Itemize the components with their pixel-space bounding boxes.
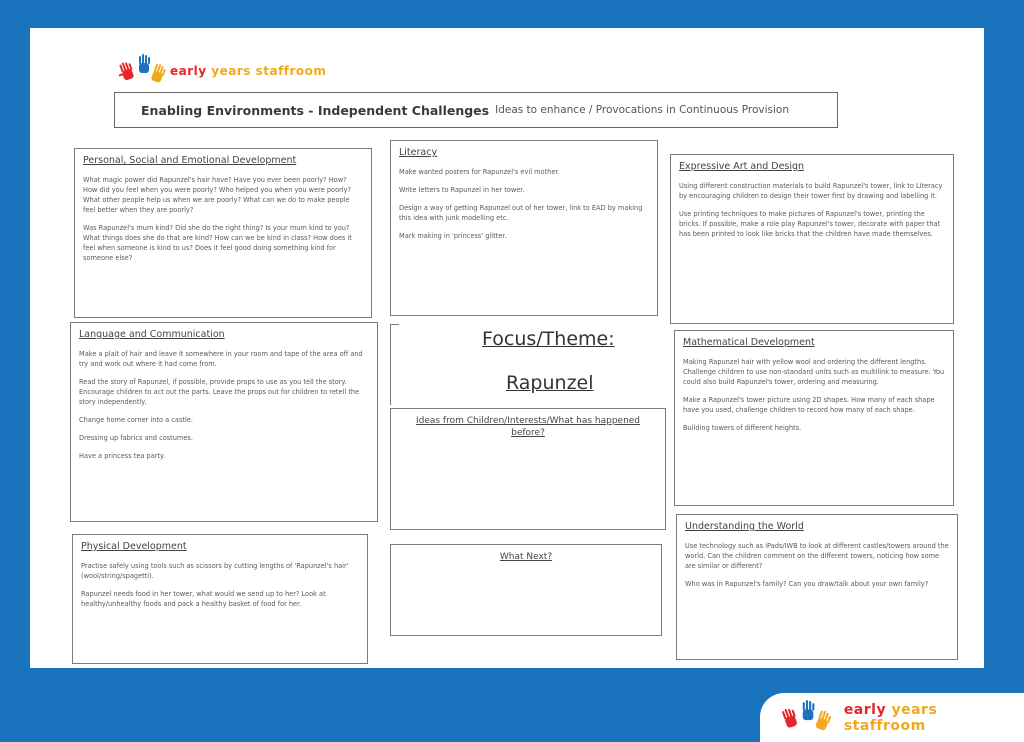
literacy-title: Literacy <box>399 147 438 158</box>
physical-box <box>72 534 368 664</box>
brand-word-years: years <box>211 64 251 78</box>
ead-paragraph: Use printing techniques to make pictures of Rapunzel's tower, printing the bricks. If possible, make a role play Rapunzel's tower, decorate with paper that has been printed to look like bricks that the children have made themselves. <box>679 210 941 238</box>
language-paragraph: Make a plait of hair and leave it somewhere in your room and tape of the area off and try and work out where it had come from. <box>79 350 363 368</box>
page-title: Enabling Environments - Independent Challenges <box>141 102 490 118</box>
ead-title: Expressive Art and Design <box>679 161 805 172</box>
language-paragraph: Dressing up fabrics and costumes. <box>79 434 193 442</box>
physical-paragraph: Practise safely using tools such as scissors by cutting lengths of 'Rapunzel's hair' (wool/string/spagetti). <box>81 562 349 580</box>
ead-paragraph: Using different construction materials to build Rapunzel's tower, link to Literacy by encouraging children to design their tower first by drawing and labelling it. <box>679 182 943 200</box>
literacy-paragraph: Make wanted posters for Rapunzel's evil mother. <box>399 168 560 176</box>
psed-title: Personal, Social and Emotional Development <box>83 155 297 166</box>
physical-title: Physical Development <box>81 541 187 552</box>
language-title: Language and Communication <box>79 329 225 340</box>
hands-icon <box>774 700 838 736</box>
language-paragraph: Change home corner into a castle. <box>79 416 193 424</box>
language-paragraph: Read the story of Rapunzel, if possible, provide props to use as you tell the story. Encourage children to act out the parts. Leave the props out for children to retell the story independently. <box>79 378 360 406</box>
literacy-paragraph: Mark making in 'princess' glitter. <box>399 232 507 240</box>
psed-paragraph: Was Rapunzel's mum kind? Did she do the right thing? Is your mum kind to you? What things does she do that are kind? How can we be kind in class? How does it feel when someone is kind to us? Does it feel good doing something kind for someone else? <box>83 224 352 262</box>
what-next-title: What Next? <box>499 552 553 562</box>
maths-paragraph: Make a Rapunzel's tower picture using 2D shapes. How many of each shape have you used, challenge children to record how many of each shape. <box>683 396 935 414</box>
brand-name <box>170 64 326 78</box>
utw-box <box>676 514 958 660</box>
literacy-paragraph: Design a way of getting Rapunzel out of her tower, link to EAD by making this idea with junk modelling etc. <box>399 204 643 222</box>
ideas-box <box>390 408 666 530</box>
footer-brand-word-years: years <box>891 701 938 718</box>
utw-title: Understanding the World <box>685 521 804 532</box>
footer-brand-word-staffroom: staffroom <box>843 717 926 734</box>
what-next-box <box>390 544 662 636</box>
maths-paragraph: Making Rapunzel hair with yellow wool and ordering the different lengths. Challenge children to use non-standard units such as multilink to measure. You could also build Rapunzel's tower, ordering and measuring. <box>683 358 945 386</box>
footer-brand-logo <box>760 693 1024 742</box>
focus-label: Focus/Theme: <box>482 328 615 350</box>
ideas-title: Ideas from Children/Interests/What has happened before? <box>415 416 641 438</box>
worksheet-page <box>30 28 984 668</box>
maths-paragraph: Building towers of different heights. <box>683 424 802 432</box>
footer-brand-name <box>844 702 1024 734</box>
brand-logo <box>114 54 326 88</box>
focus-theme: Rapunzel <box>506 372 594 394</box>
brand-word-early: early <box>170 64 207 78</box>
language-paragraph: Have a princess tea party. <box>79 452 166 460</box>
footer-brand-word-early: early <box>843 701 887 718</box>
language-box <box>70 322 378 522</box>
ead-box <box>670 154 954 324</box>
header-banner <box>114 92 838 128</box>
literacy-box <box>390 140 658 316</box>
utw-paragraph: Who was in Rapunzel's family? Can you draw/talk about your own family? <box>685 580 929 588</box>
maths-box <box>674 330 954 506</box>
page-subtitle: Ideas to enhance / Provocations in Continuous Provision <box>495 104 789 116</box>
psed-box <box>74 148 372 318</box>
physical-paragraph: Rapunzel needs food in her tower, what would we send up to her? Look at healthy/unhealthy foods and pack a healthy basket of food for her. <box>81 590 326 608</box>
utw-paragraph: Use technology such as iPads/IWB to look at different castles/towers around the world. Can the children comment on the different towers, noticing how some are similar or different? <box>685 542 949 570</box>
hands-icon <box>114 54 170 88</box>
brand-word-staffroom: staffroom <box>255 64 327 78</box>
focus-bracket <box>390 324 399 405</box>
psed-paragraph: What magic power did Rapunzel's hair have? Have you ever been poorly? How? How did you feel when you were poorly? Who helped you when you were poorly? What other people help us when we are poorly? What can we do to make people feel better when they are poorly? <box>83 176 352 214</box>
maths-title: Mathematical Development <box>683 337 815 348</box>
literacy-paragraph: Write letters to Rapunzel in her tower. <box>399 186 525 194</box>
